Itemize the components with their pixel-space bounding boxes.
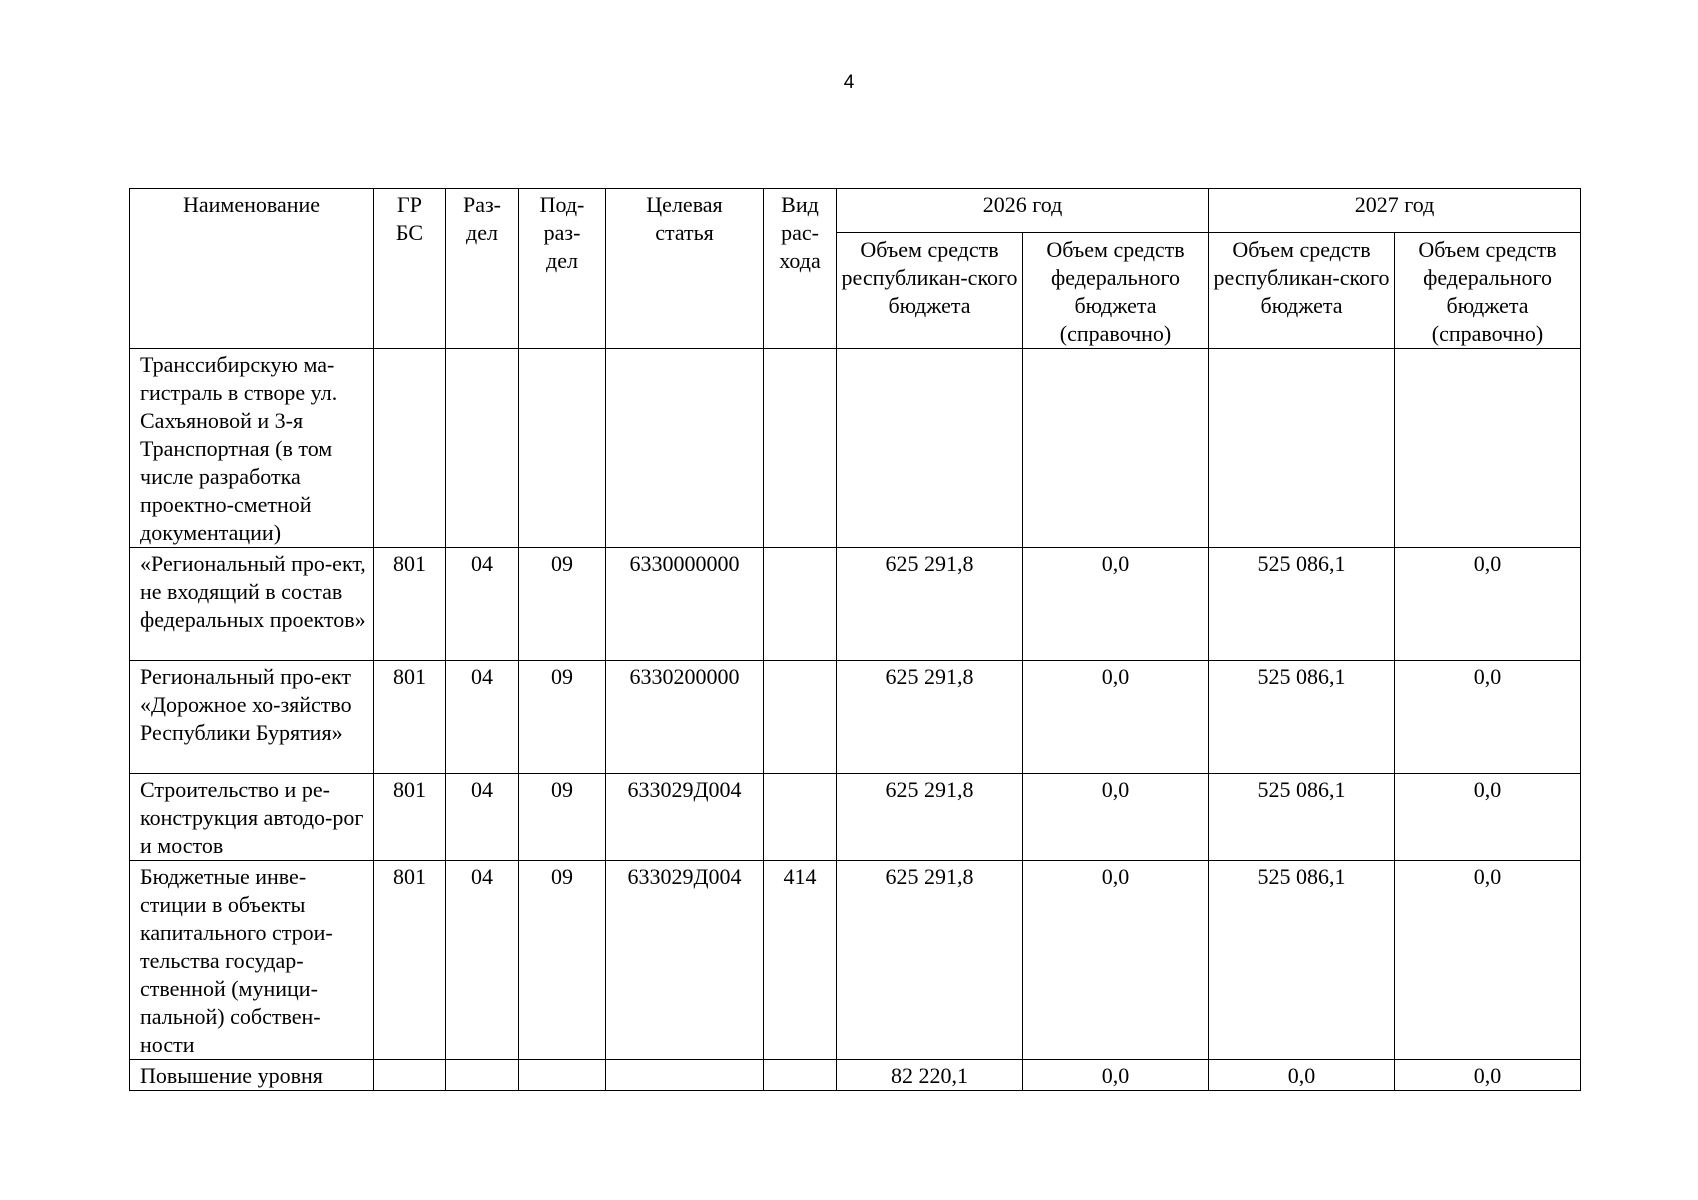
page-number: 4	[843, 72, 855, 93]
cell-target-item	[606, 1060, 764, 1091]
cell-subsection	[519, 349, 606, 548]
cell-subsection: 09	[519, 861, 606, 1060]
table-row	[130, 1060, 1581, 1091]
header-name: Наименование	[130, 189, 374, 349]
cell-section: 04	[446, 861, 519, 1060]
cell-name: Строительство и ре-конструкция автодо-рог и мостов	[130, 774, 374, 861]
cell-section: 04	[446, 774, 519, 861]
table-row	[130, 661, 1581, 774]
cell-fed-2027: 0,0	[1395, 548, 1581, 661]
cell-rep-2026: 625 291,8	[837, 548, 1023, 661]
cell-subsection: 09	[519, 774, 606, 861]
cell-target-item	[606, 349, 764, 548]
cell-expense-type	[764, 548, 837, 661]
cell-expense-type	[764, 349, 837, 548]
header-subsection: Под-раз-дел	[519, 189, 606, 349]
cell-name: «Региональный про-ект, не входящий в состав федеральных проектов»	[130, 548, 374, 661]
cell-rep-2026: 625 291,8	[837, 661, 1023, 774]
cell-name: Повышение уровня	[130, 1060, 374, 1091]
header-expense-type: Вид рас-хода	[764, 189, 837, 349]
header-fed-budget-2026: Объем средств федерального бюджета (справочно)	[1023, 233, 1209, 349]
header-section: Раз-дел	[446, 189, 519, 349]
table-row	[130, 548, 1581, 661]
cell-fed-2026	[1023, 349, 1209, 548]
cell-subsection: 09	[519, 661, 606, 774]
header-rep-budget-2027: Объем средств республикан-ского бюджета	[1209, 233, 1395, 349]
cell-name: Бюджетные инве-стиции в объекты капитального строи-тельства государ-ственной (муници-пальной) собствен-ности	[130, 861, 374, 1060]
cell-expense-type	[764, 774, 837, 861]
cell-rep-2027: 0,0	[1209, 1060, 1395, 1091]
cell-subsection: 09	[519, 548, 606, 661]
cell-target-item: 6330200000	[606, 661, 764, 774]
cell-section	[446, 1060, 519, 1091]
cell-rep-2027	[1209, 349, 1395, 548]
cell-target-item: 633029Д004	[606, 774, 764, 861]
cell-fed-2026: 0,0	[1023, 1060, 1209, 1091]
cell-rep-2026	[837, 349, 1023, 548]
cell-fed-2026: 0,0	[1023, 861, 1209, 1060]
cell-rep-2026: 625 291,8	[837, 861, 1023, 1060]
cell-rep-2027: 525 086,1	[1209, 661, 1395, 774]
cell-fed-2026: 0,0	[1023, 774, 1209, 861]
cell-section	[446, 349, 519, 548]
cell-target-item: 6330000000	[606, 548, 764, 661]
cell-fed-2027	[1395, 349, 1581, 548]
cell-rep-2027: 525 086,1	[1209, 548, 1395, 661]
cell-expense-type	[764, 1060, 837, 1091]
cell-rep-2027: 525 086,1	[1209, 861, 1395, 1060]
cell-name: Транссибирскую ма-гистраль в створе ул. Сахъяновой и 3-я Транспортная (в том числе разработка проектно-сметной документации)	[130, 349, 374, 548]
cell-name: Региональный про-ект «Дорожное хо-зяйство Республики Бурятия»	[130, 661, 374, 774]
cell-section: 04	[446, 661, 519, 774]
header-fed-budget-2027: Объем средств федерального бюджета (справочно)	[1395, 233, 1581, 349]
header-grbs: ГР БС	[374, 189, 446, 349]
cell-section: 04	[446, 548, 519, 661]
cell-fed-2027: 0,0	[1395, 861, 1581, 1060]
table-row	[130, 861, 1581, 1060]
cell-fed-2027: 0,0	[1395, 774, 1581, 861]
header-year-2027: 2027 год	[1209, 189, 1581, 233]
cell-rep-2027: 525 086,1	[1209, 774, 1395, 861]
cell-grbs	[374, 1060, 446, 1091]
cell-subsection	[519, 1060, 606, 1091]
header-rep-budget-2026: Объем средств республикан-ского бюджета	[837, 233, 1023, 349]
cell-grbs	[374, 349, 446, 548]
table-row	[130, 349, 1581, 548]
header-target-item: Целевая статья	[606, 189, 764, 349]
table-row	[130, 774, 1581, 861]
cell-grbs: 801	[374, 861, 446, 1060]
cell-expense-type	[764, 661, 837, 774]
cell-target-item: 633029Д004	[606, 861, 764, 1060]
cell-fed-2027: 0,0	[1395, 661, 1581, 774]
cell-expense-type: 414	[764, 861, 837, 1060]
cell-grbs: 801	[374, 548, 446, 661]
cell-fed-2026: 0,0	[1023, 661, 1209, 774]
cell-grbs: 801	[374, 774, 446, 861]
cell-fed-2027: 0,0	[1395, 1060, 1581, 1091]
header-year-2026: 2026 год	[837, 189, 1209, 233]
cell-rep-2026: 625 291,8	[837, 774, 1023, 861]
budget-table	[129, 188, 1581, 1091]
cell-rep-2026: 82 220,1	[837, 1060, 1023, 1091]
cell-fed-2026: 0,0	[1023, 548, 1209, 661]
cell-grbs: 801	[374, 661, 446, 774]
